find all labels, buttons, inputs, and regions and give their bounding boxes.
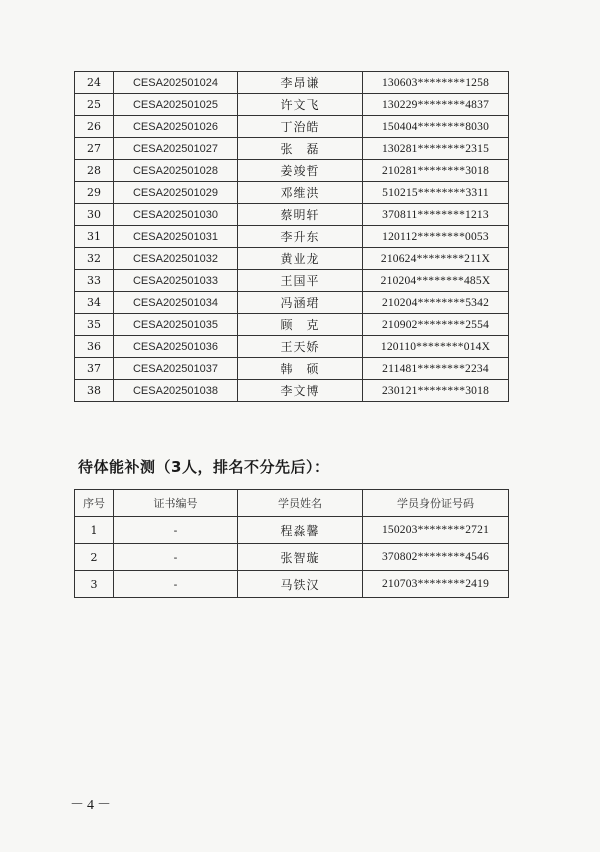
certificate-number: CESA202501025 bbox=[114, 94, 238, 116]
student-name: 王国平 bbox=[238, 270, 363, 292]
student-name: 程淼馨 bbox=[238, 517, 363, 544]
table-row bbox=[75, 72, 509, 94]
certificate-number: CESA202501030 bbox=[114, 204, 238, 226]
table-row bbox=[75, 571, 509, 598]
id-number: 210624********211X bbox=[363, 248, 509, 270]
student-name: 张 磊 bbox=[238, 138, 363, 160]
certificate-number: CESA202501032 bbox=[114, 248, 238, 270]
student-name: 顾 克 bbox=[238, 314, 363, 336]
id-number: 150404********8030 bbox=[363, 116, 509, 138]
row-number: 2 bbox=[75, 544, 114, 571]
row-number: 38 bbox=[75, 380, 114, 402]
certificate-number: CESA202501033 bbox=[114, 270, 238, 292]
row-number: 33 bbox=[75, 270, 114, 292]
table-row bbox=[75, 204, 509, 226]
row-number: 30 bbox=[75, 204, 114, 226]
certificate-number: - bbox=[114, 517, 238, 544]
id-number: 510215********3311 bbox=[363, 182, 509, 204]
student-name: 姜竣哲 bbox=[238, 160, 363, 182]
certificate-number: CESA202501036 bbox=[114, 336, 238, 358]
table-row bbox=[75, 358, 509, 380]
column-header-name: 学员姓名 bbox=[238, 490, 363, 517]
row-number: 24 bbox=[75, 72, 114, 94]
table-row bbox=[75, 270, 509, 292]
certificate-number: - bbox=[114, 544, 238, 571]
table-row bbox=[75, 160, 509, 182]
row-number: 36 bbox=[75, 336, 114, 358]
table-row bbox=[75, 116, 509, 138]
table-row bbox=[75, 544, 509, 571]
id-number: 130603********1258 bbox=[363, 72, 509, 94]
student-name: 蔡明轩 bbox=[238, 204, 363, 226]
id-number: 210703********2419 bbox=[363, 571, 509, 598]
certificate-number: - bbox=[114, 571, 238, 598]
student-name: 丁治皓 bbox=[238, 116, 363, 138]
student-name: 黄业龙 bbox=[238, 248, 363, 270]
student-name: 李升东 bbox=[238, 226, 363, 248]
section-heading: 待体能补测（3人，排名不分先后）： bbox=[78, 458, 330, 476]
id-number: 370811********1213 bbox=[363, 204, 509, 226]
table-row bbox=[75, 517, 509, 544]
certificate-number: CESA202501037 bbox=[114, 358, 238, 380]
student-name: 王天娇 bbox=[238, 336, 363, 358]
table-row bbox=[75, 226, 509, 248]
certificate-number: CESA202501027 bbox=[114, 138, 238, 160]
id-number: 120112********0053 bbox=[363, 226, 509, 248]
id-number: 210281********3018 bbox=[363, 160, 509, 182]
row-number: 35 bbox=[75, 314, 114, 336]
table-row bbox=[75, 248, 509, 270]
row-number: 29 bbox=[75, 182, 114, 204]
column-header-id: 学员身份证号码 bbox=[363, 490, 509, 517]
certificate-number: CESA202501029 bbox=[114, 182, 238, 204]
id-number: 150203********2721 bbox=[363, 517, 509, 544]
table-row bbox=[75, 182, 509, 204]
row-number: 34 bbox=[75, 292, 114, 314]
certificate-number: CESA202501024 bbox=[114, 72, 238, 94]
student-name: 马铁汉 bbox=[238, 571, 363, 598]
id-number: 210902********2554 bbox=[363, 314, 509, 336]
row-number: 26 bbox=[75, 116, 114, 138]
table-row bbox=[75, 380, 509, 402]
student-name: 李昂谦 bbox=[238, 72, 363, 94]
id-number: 370802********4546 bbox=[363, 544, 509, 571]
certificate-number: CESA202501034 bbox=[114, 292, 238, 314]
certificate-number: CESA202501038 bbox=[114, 380, 238, 402]
id-number: 210204********485X bbox=[363, 270, 509, 292]
id-number: 211481********2234 bbox=[363, 358, 509, 380]
student-list-table bbox=[74, 71, 509, 402]
student-list-body bbox=[75, 72, 509, 402]
student-name: 张智璇 bbox=[238, 544, 363, 571]
column-header-certificate: 证书编号 bbox=[114, 490, 238, 517]
id-number: 210204********5342 bbox=[363, 292, 509, 314]
row-number: 31 bbox=[75, 226, 114, 248]
table-row bbox=[75, 138, 509, 160]
row-number: 1 bbox=[75, 517, 114, 544]
row-number: 25 bbox=[75, 94, 114, 116]
student-name: 李文博 bbox=[238, 380, 363, 402]
id-number: 130281********2315 bbox=[363, 138, 509, 160]
table-row bbox=[75, 94, 509, 116]
id-number: 230121********3018 bbox=[363, 380, 509, 402]
page-number: －4－ bbox=[70, 798, 114, 813]
row-number: 32 bbox=[75, 248, 114, 270]
certificate-number: CESA202501035 bbox=[114, 314, 238, 336]
id-number: 130229********4837 bbox=[363, 94, 509, 116]
column-header-number: 序号 bbox=[75, 490, 114, 517]
id-number: 120110********014X bbox=[363, 336, 509, 358]
student-name: 邓维洪 bbox=[238, 182, 363, 204]
table-header-row bbox=[75, 490, 509, 517]
student-name: 韩 硕 bbox=[238, 358, 363, 380]
row-number: 3 bbox=[75, 571, 114, 598]
row-number: 28 bbox=[75, 160, 114, 182]
student-name: 冯涵珺 bbox=[238, 292, 363, 314]
table-row bbox=[75, 314, 509, 336]
retest-list-table bbox=[74, 489, 509, 598]
table-row bbox=[75, 336, 509, 358]
table-row bbox=[75, 292, 509, 314]
certificate-number: CESA202501028 bbox=[114, 160, 238, 182]
student-name: 许文飞 bbox=[238, 94, 363, 116]
certificate-number: CESA202501026 bbox=[114, 116, 238, 138]
certificate-number: CESA202501031 bbox=[114, 226, 238, 248]
row-number: 37 bbox=[75, 358, 114, 380]
row-number: 27 bbox=[75, 138, 114, 160]
